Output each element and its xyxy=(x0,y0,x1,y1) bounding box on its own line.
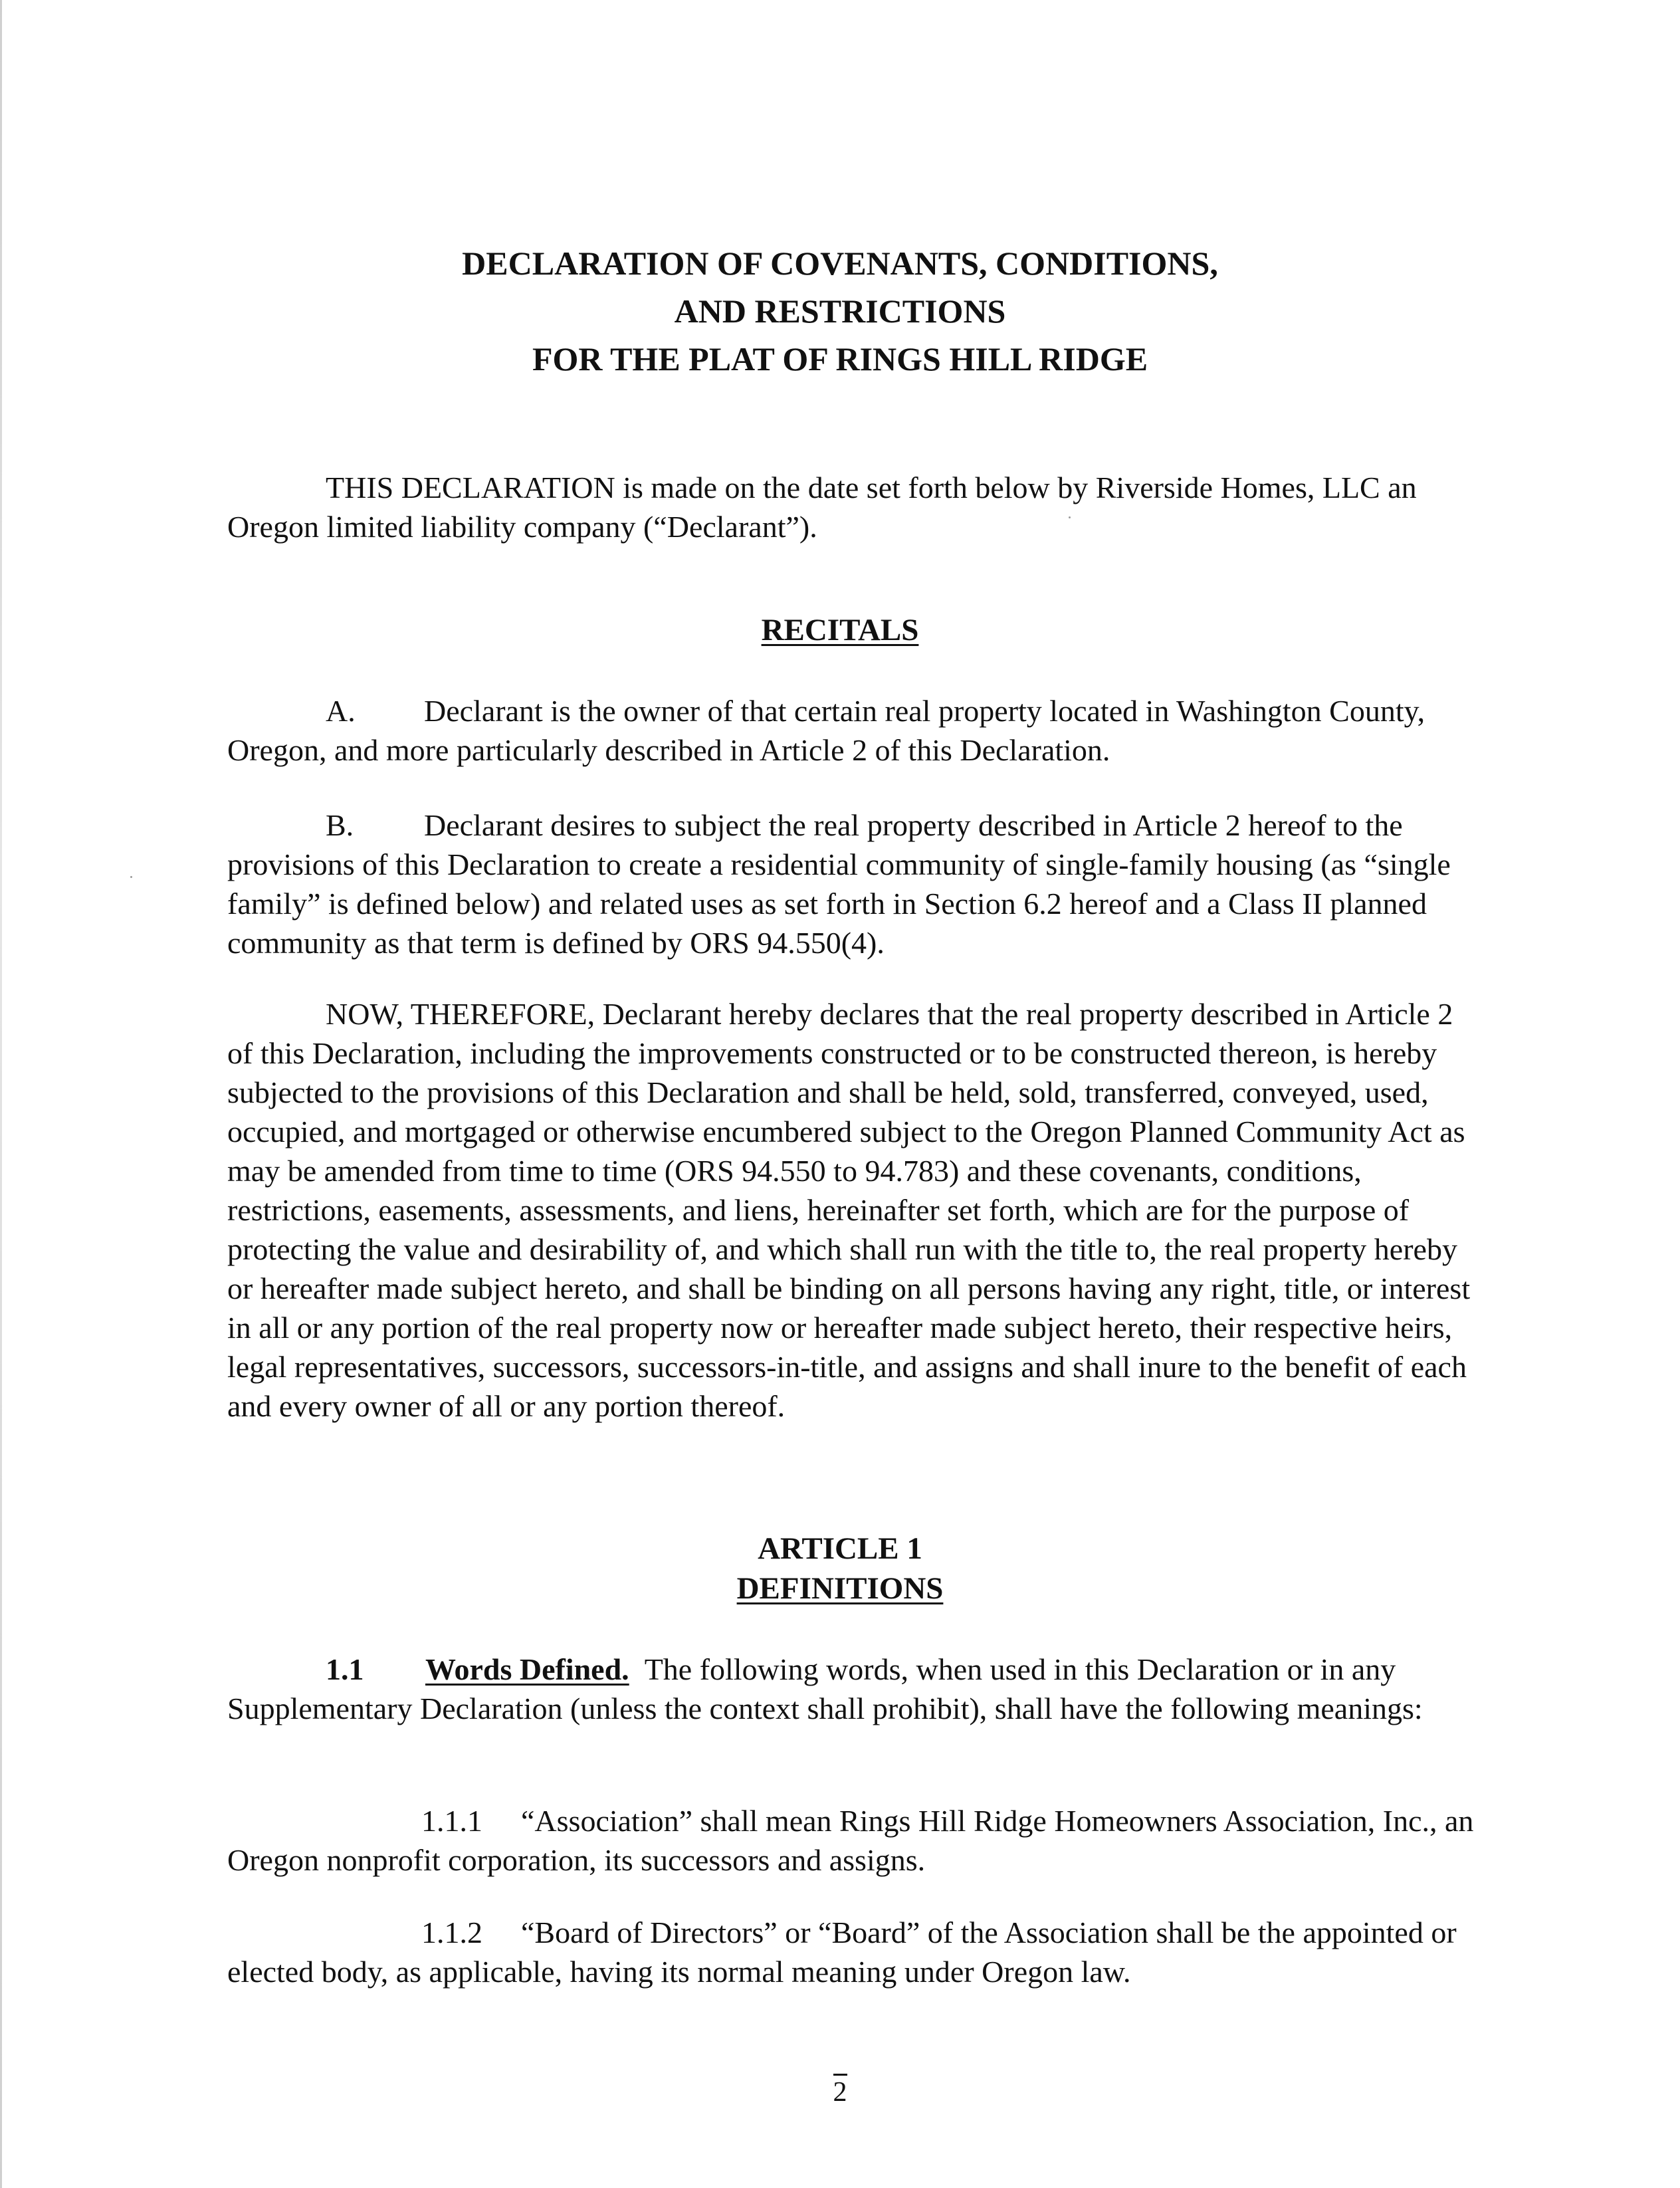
intro-paragraph xyxy=(227,468,1477,546)
section-1-1-1 xyxy=(227,1801,1477,1880)
recital-b-text: Declarant desires to subject the real property described in Article 2 hereof to the provisions of this Declaration to create a residential community of single-family housing (as “single family” is defined below) and related uses as set forth in Section 6.2 hereof and a Class II planned community as that term is defined by ORS 94.550(4). xyxy=(227,808,1451,960)
article-1-heading xyxy=(0,1529,1680,1608)
recitals-heading xyxy=(0,610,1680,650)
section-1-1-1-number: 1.1.1 xyxy=(421,1804,482,1838)
section-1-1-2-text: “Board of Directors” or “Board” of the Association shall be the appointed or elected body, as applicable, having its normal meaning under Oregon law. xyxy=(227,1915,1457,1989)
scan-speck xyxy=(130,876,132,878)
section-1-1-2 xyxy=(227,1913,1477,1991)
section-1-1 xyxy=(227,1650,1477,1728)
recitals-heading-text: RECITALS xyxy=(761,613,919,647)
article-1-title: DEFINITIONS xyxy=(736,1571,944,1606)
section-1-1-2-number: 1.1.2 xyxy=(421,1915,482,1949)
section-1-1-number: 1.1 xyxy=(326,1652,364,1686)
recital-b-label: B. xyxy=(326,808,354,842)
intro-text: THIS DECLARATION is made on the date set forth below by Riverside Homes, LLC an Oregon limited liability company (“Declarant”). xyxy=(227,471,1417,544)
now-therefore-text: NOW, THEREFORE, Declarant hereby declares that the real property described in Article 2 of this Declaration, including the improvements constructed or to be constructed thereon, is hereby subjected to the provisions of this Declaration and shall be held, sold, transferred, conveyed, used, occupied, and mortgaged or otherwise encumbered subject to the Oregon Planned Community Act as may be amended from time to time (ORS 94.550 to 94.783) and these covenants, conditions, restrictions, easements, assessments, and liens, hereinafter set forth, which are for the purpose of protecting the value and desirability of, and which shall run with the title to, the real property hereby or hereafter made subject hereto, and shall be binding on all persons having any right, title, or interest in all or any portion of the real property now or hereafter made subject hereto, their respective heirs, legal representatives, successors, successors-in-title, and assigns and shall inure to the benefit of each and every owner of all or any portion thereof. xyxy=(227,997,1471,1423)
section-1-1-1-text: “Association” shall mean Rings Hill Ridge Homeowners Association, Inc., an Oregon nonprofit corporation, its successors and assigns. xyxy=(227,1804,1474,1877)
now-therefore-paragraph xyxy=(227,994,1477,1426)
scan-speck xyxy=(1069,516,1071,518)
document-title xyxy=(0,239,1680,383)
recital-b xyxy=(227,806,1477,962)
article-1-label: ARTICLE 1 xyxy=(758,1531,922,1566)
page-number xyxy=(0,2074,1680,2108)
title-line-2: AND RESTRICTIONS xyxy=(674,292,1006,330)
recital-a-label: A. xyxy=(326,694,356,728)
title-line-1: DECLARATION OF COVENANTS, CONDITIONS, xyxy=(462,245,1218,282)
section-1-1-text: The following words, when used in this Declaration or in any Supplementary Declaration (unless the context shall prohibit), shall have the following meanings: xyxy=(227,1652,1423,1725)
recital-a xyxy=(227,691,1477,770)
page-number-text: 2 xyxy=(833,2074,847,2108)
section-1-1-title: Words Defined. xyxy=(425,1652,629,1686)
title-line-3: FOR THE PLAT OF RINGS HILL RIDGE xyxy=(532,340,1148,378)
recital-a-text: Declarant is the owner of that certain real property located in Washington County, Oregon, and more particularly described in Article 2 of this Declaration. xyxy=(227,694,1425,767)
